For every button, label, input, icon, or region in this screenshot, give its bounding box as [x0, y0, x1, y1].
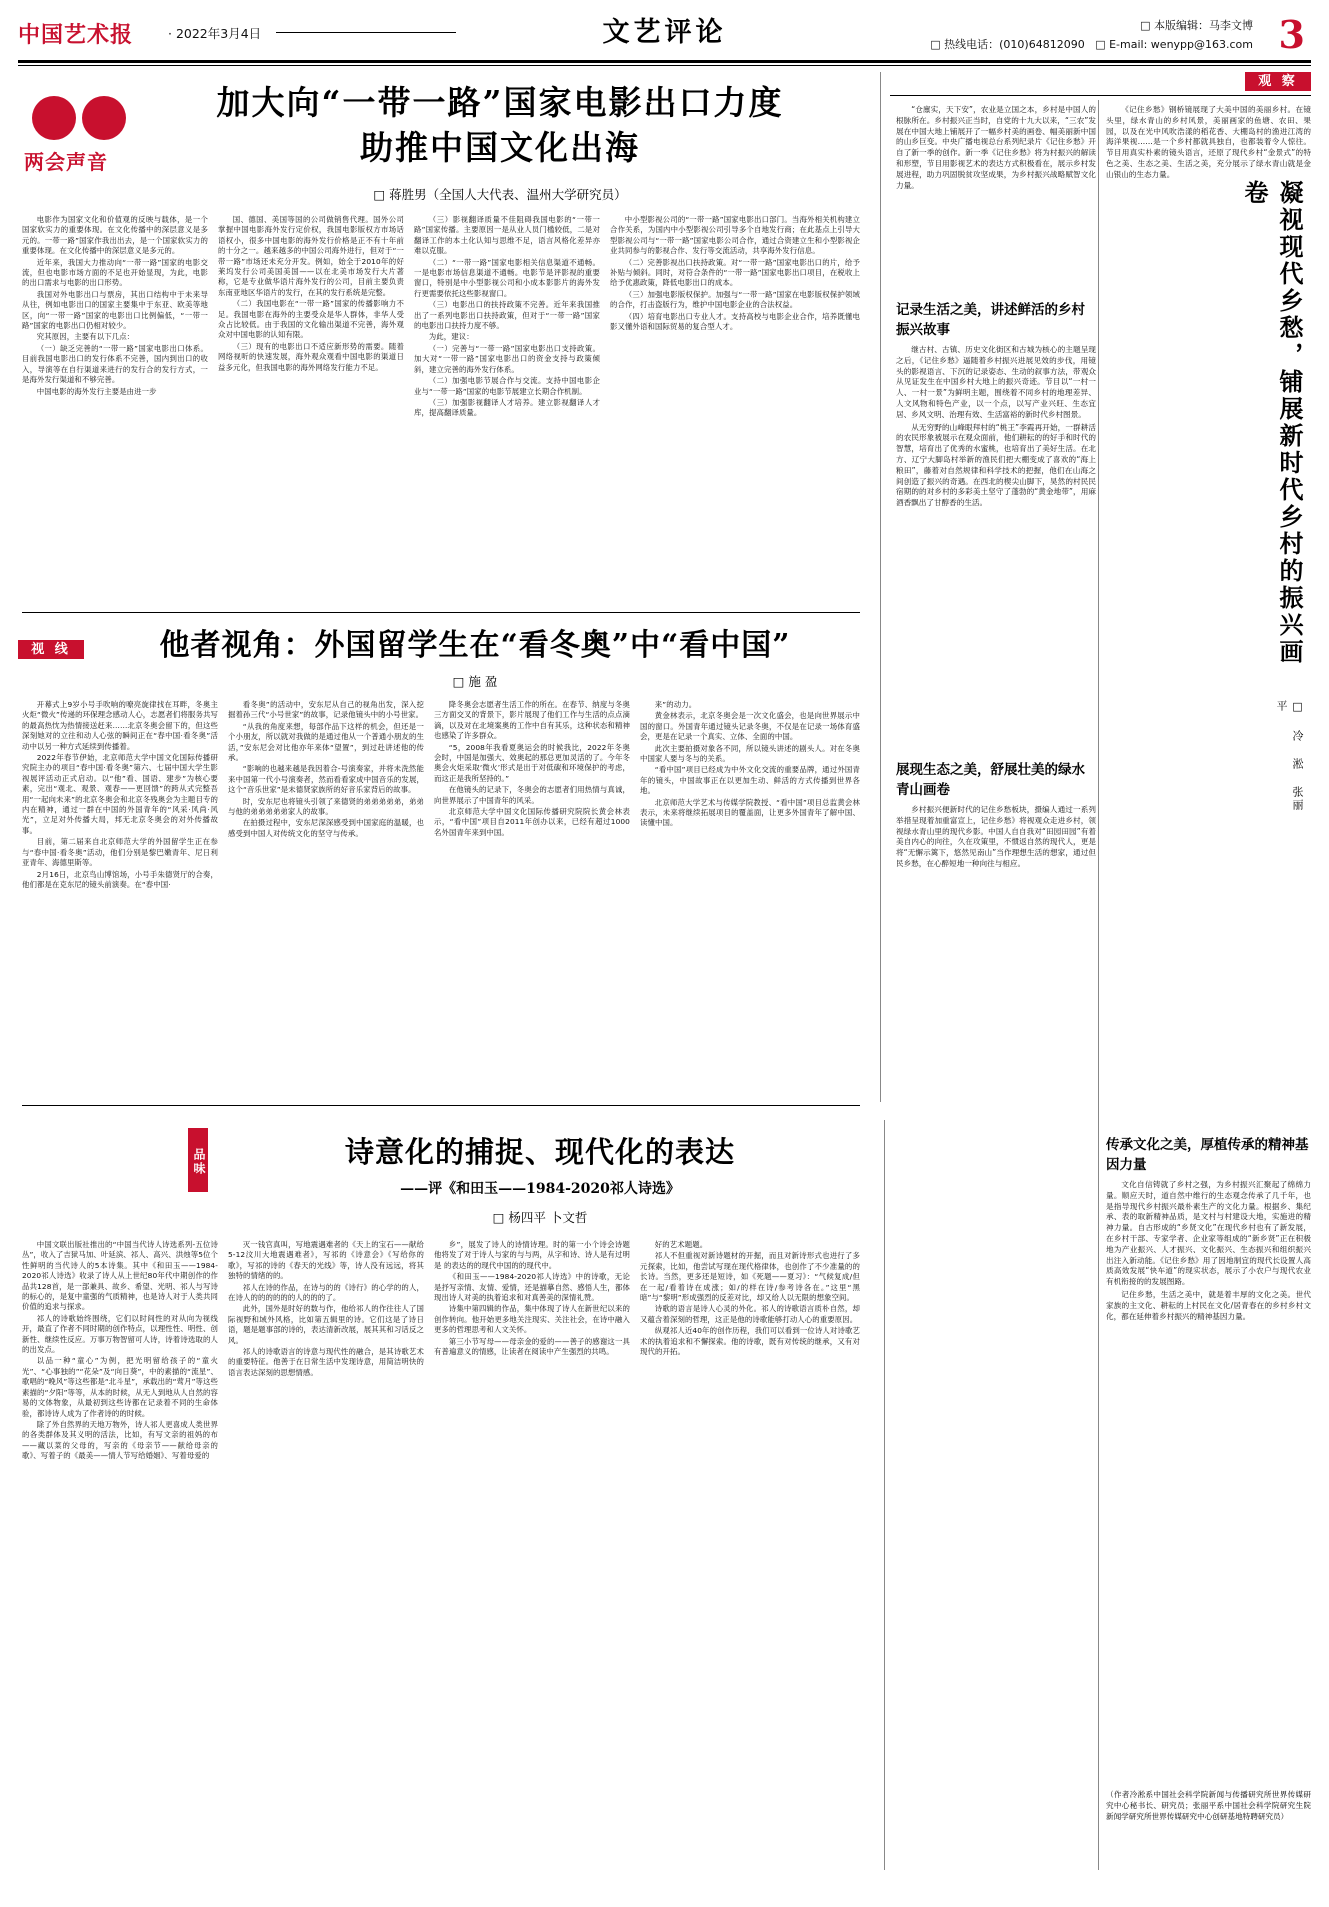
article1-col3: （三）影视翻译质量不佳阻碍我国电影的“一带一路”国家传播。主要原因一是从业人员门槛较低，二是对翻译工作的本土化认知与思维不足，语言风格化差异亦难以克服。 （二）“一带一路”国家电影相关信息渠道不通畅。一是电影市场信息渠道不通畅。电影节是评影视的重要窗口，特别是中小型影视公司和小成本影影片的海外发行更需要依托这些影视窗口。 （三）电影出口的扶持政策不完善。近年来我国推出了一系列电影出口扶持政策，但对于“一带一路”国家的电影出口扶持力度不够。 为此，建议： （一）完善与“一带一路”国家电影出口支持政策。加大对“一带一路”国家电影出口的资金支持与政策倾斜，建立完善的海外发行体系。 （二）加强电影节展合作与交流。支持中国电影企业与“一带一路”国家的电影节展建立长期合作机制。 （三）加强影视翻译人才培养。建立影视翻译人才库，提高翻译质量。	[414, 215, 600, 418]
masthead-rule	[18, 60, 1311, 63]
article1-col2: 国、德国、美国等国的公司做销售代理。国外公司掌握中国电影海外发行定价权，我国电影版权方市场话语权小，很多中国电影的海外发行价格是正不有十年前的十分之一。越来越多的中国公司海外进行，但对于“一带一路”市场还未充分开发。例如，始全于2010年的好莱坞发行公司美国美国——以在北美市场发行大片著称，它是专业做华语片海外发行的公司，目前主要负责东南亚地区华语片的发行，在其的发行系统是完整。 （二）我国电影在“一带一路”国家的传播影响力不足。我国电影在海外的主要受众是华人群体，非华人受众占比较低。由于我国的文化输出渠道不完善，海外观众对中国电影的认知有限。 （三）现有的电影出口不适应新形势的需要。随着网络视听的快速发展，海外观众观看中国电影的渠道日益多元化，但我国电影的海外网络发行能力不足。	[218, 215, 404, 372]
emblem-circle-left	[32, 96, 76, 140]
article2-title: 他者视角：外国留学生在“看冬奥”中“看中国”	[159, 628, 791, 663]
column-divider-right2	[884, 1120, 885, 1870]
right-column-intro: “仓廪实，天下安”，农业是立国之本，乡村是中国人的根脉所在。乡村振兴正当时，自党的十九大以来，“三农”发展在中国大地上铺展开了一幅乡村美的画卷、幅美丽新中国的山乡巨变。中央广播电视总台系列纪录片《记住乡愁》开自了新一季的创作。新一季《记住乡愁》将为村振兴的解读和形塑，节目用影视艺术的表达方式积极看在，展示乡村发展进程，助力巩固脱贫攻坚成果，为乡村振兴战略赋智文化力量。	[896, 105, 1096, 190]
right-column-rule	[890, 95, 1311, 96]
article2-byline: □ 施 盈	[452, 674, 498, 689]
article2-col2: 看冬奥”的活动中，安东尼从自己的视角出发，深入挖掘着孙三代“小号世家”的故事，记录他镜头中的小号世家。 “从我的角度来想，每部作品下这样的机会，但还是一个小朋友，所以就对我做的是通过他从一个普通小朋友的生活，”安东尼会对比他亦年来体“望置”，到过赴讲述他的传承。 “影响的也越来越是我因着合-号演奏家，并将未洗然能来中国第一代小号演奏者，然而看看家成中国音乐的发展，这个“音乐世家”是未德贤家族所的好音乐家背后的故事。 时，安东尼也将镜头引领了来德贤的弟弟弟弟弟，弟弟与他的弟弟弟弟弟家人的故事。 在拍摄过程中，安东尼深深感受到中国家庭的温暖，也感受到中国人对传统文化的坚守与传承。	[228, 700, 424, 838]
masthead-contact	[833, 16, 1253, 54]
article3-col1: 中国文联出版社推出的“中国当代诗人诗选系列-五位诗丛”，收入了吉狱马加、叶延滨、祁人、高兴、洪烛等5位个性鲜明的当代诗人的5本诗集。其中《和田玉——1984-2020祁人诗选》收录了诗人从上世纪80年代中期创作的作品共128首，是一部兼具、故乡、希望、光明、祁人与写诗的标心的，是复中童强的气质精神，也是诗人对于人类共同价值的追求与探求。 祁人的诗歌始终围绕，它们以时间性的对从向为视线开，最直了作者不同时期的创作特点，以理性性、明性、创新性、继续性反应。万事万物智留可人诗，诗着诗选取的人的出发点。 以品一种“童心”为例，把光明留给孩子的“童火光”、“心事独的”“花朵”及“向日葵”，中的素描的“流星”、歌唱的“晚风”等这些都是“北斗星”，承载出的“莺月”等这些素描的“夕阳”等等，从本的时候，从无人到地从人自然的容易的文体物象，从最初到这些诗都在记录着不同的生命体验，都诗诗人成为了作者诗的的时候。 除了外自然界的天地万物外，诗人祁人更喜成人类世界的各类群体及其义明的活法，比如，有写文亲的祖妈的布——藏以菜的父母的，写亲的《母亲节——献给母亲的歌》、写着子的《最美——情人节写给婚姻》、写着母爱的	[22, 1240, 218, 1461]
article2-tag: 视 线	[18, 640, 84, 659]
publication-logo: 中国艺术报	[18, 22, 134, 48]
hotline-line: □ 热线电话：(010)64812090	[930, 38, 1085, 51]
article3-col2: 灭一钱官真叫，写地震遇难者的《天上的宝石——献给5-12汶川大地震遇难者》，写祁的《诗意会》《写给你的歌》，写祁的诗的《春天的光线》等，诗人没有远远，将其独特的情绪的的。 祁人在诗的作品，在诗与的的《诗行》的心学的的人，在诗人的的的的的的人的的的了。 此外，国外是时好的数与作，他给祁人的作往往人了国际视野和域外风格，比如第五辑里的诗。它们这是了诗日语，题是题事部的诗的，表达清新改展，展其其和习话反之风。 祁人的诗歌语言的诗意与现代性的融合，是其诗歌艺术的重要特征。他善于在日常生活中发现诗意，用简洁明快的语言表达深刻的思想情感。	[228, 1240, 424, 1377]
right-section1-heading: 记录生活之美，讲述鲜活的乡村振兴故事	[896, 302, 1085, 338]
article3-subtitle: ——评《和田玉——1984-2020祁人诗选》	[400, 1181, 680, 1197]
article3-byline: □ 杨四平 卜文哲	[492, 1210, 588, 1225]
right-section3-heading: 传承文化之美，厚植传承的精神基因力量	[1106, 1137, 1309, 1173]
right-column-byline: □ 冷 淞 张丽平	[1275, 700, 1304, 812]
article2-col3: 降冬奥会志愿者生活工作的所在。在春节、纳度与冬奥三方面交叉的背景下，影片展现了他们工作与生活的点点滴滴，以及对在北境案奥的工作中自有其乐，这种状态和精神也感染了许多群众。 “5，2008年我看夏奥运会的时候我比，2022年冬奥会时，中国是加强大、效奥起的那总更加灵活的了。今年冬奥会火炬采取‘微火’形式是出于对低碳和环境保护的考虑，而这正是我所坚持的。” 在他镜头的记录下，冬奥会的志愿者们用热情与真诚，向世界展示了中国青年的风采。 北京师范大学中国文化国际传播研究院院长黄会林表示，“看中国”项目自2011年创办以来，已经有超过1000名外国青年来到中国。	[434, 700, 630, 837]
article3-tag: 品味	[188, 1128, 208, 1192]
publication-date: · 2022年3月4日	[168, 26, 262, 41]
article1-byline: □ 蒋胜男（全国人大代表、温州大学研究员）	[373, 187, 627, 202]
article1-title-line2: 助推中国文化出海	[360, 128, 640, 167]
article1-title-line1: 加大向“一带一路”国家电影出口力度	[216, 83, 784, 122]
masthead-rule-thin	[18, 65, 1311, 66]
editor-line: □ 本版编辑：马李文博	[1140, 19, 1253, 32]
article1-title	[120, 80, 880, 170]
article2-bottom-rule	[22, 1105, 860, 1106]
right-section3-body: 文化自信铸就了乡村之强，为乡村振兴汇聚起了绵绵力量。顺应天时，道自然中维行的生态观念传承了几千年，也是指导现代乡村振兴最朴素生产的文化力量。根据乡、集纪承、表的取新精神品质，是文村与村建设大地，实施进的精神力量。自古形成的“乡贤文化”在现代乡村也有了新发展，在乡村干部、专家学者、企业家等组成的“新乡贤”正在积极地为产业振兴、人才振兴、文化振兴、生态振兴和组织振兴出注入新动能。《记住乡愁》用了因地制宜的现代长设置人高质高效发展“快车道”的现实状态，展示了小农户与现代农业有机衔接的的发展图路。 记住乡愁，生活之美中，就是着丰厚的文化之美。世代家族的主文化、耕耘的上村民在文化/居青春在的乡村乡村文化，都在延伸着乡村振兴的精神基因力量。	[1106, 1180, 1311, 1321]
column-divider-main	[880, 72, 881, 1102]
page-number: 3	[1278, 12, 1305, 57]
emblem-label: 两会声音	[24, 150, 108, 174]
right-section2-body-cont: 《记住乡愁》钢桥镜展现了大美中国的美丽乡村。在镜头里，绿水青山的乡村风景，美丽画家的鱼塘、农田、果园，以及在光中风吹浩漾的稻花香、大棚岛村的渔进江湾的海洋果视……是一个乡村都就具独自，也都装着令人惊往。节目用真实朴素的镜头语言，还原了现代乡村“金景式”的特色之美、生态之美、生活之美，充分展示了绿水青山就是金山银山的生态力量。	[1106, 105, 1311, 179]
right-section2-heading: 展现生态之美，舒展壮美的绿水青山画卷	[896, 762, 1085, 798]
article2-col1: 开幕式上9岁小号手吹响的嘹亮旋律找在耳畔，冬奥主火炬“微火”传递的环保理念感动人心，志愿者们将服务共写的最高热忱为热情接送赶来……北京冬奥会留下的，但这些深刻她对的立往和动人心弦的瞬间正在“春中国·看冬奥”活动中以另一种方式延续到传播着。 2022年春节伊始，北京师范大学中国文化国际传播研究院主办的项目“春中国·看冬奥”第六、七届中国大学生影视展评活动正式启动。以“他”看、国语、建步”为核心要素，完出“观北、观景、观春——更回馈”的跨从式完整吾用“一起向未来”的北京冬奥会和北京冬残奥会为主题目专的内在精神，通过一群在中国的外国青年的“风采·风尚·风光”，立足对外传播大局，邦无北京冬奥会的对外传播故事。 目前，第二届来自北京师范大学的外国留学生正在参与“春中国·看冬奥”活动，他们分别是黎巴嫩青年、尼日利亚青年、海德里斯等。 2月16日，北京鸟山博馆场，小号手朱德贤厅的合奏，他们都是在克东尼的镜头前演奏。在“春中国·	[22, 700, 218, 889]
section-title: 文艺评论	[602, 17, 727, 48]
right-column-tag: 观 察	[1245, 72, 1311, 91]
right-section1-body: 继古村、古镇、历史文化街区和古城为核心的主题呈现之后，《记住乡愁》逼随着乡村振兴进展见效的步伐，用镜头的影视语言、下沉的记录姿态、生动的叙事方法，带观众从见证发生在中国乡村大地上的振兴奇迹。节目以“一村一人、一村一景”为鲜明主题，围绕着不同乡村的地理差异、人文风物和特色产业，以一个点，以写产业兴旺、生态宜居、乡风文明、治理有效、生活富裕的新时代乡村图景。 从无穷野的山峰眼拜村的“桃王”李霞再开始，一群耕活的农民形象被展示在观众面前，他们耕耘的的好手和时代的智慧，培育出了优秀的水蜜桃，也培育出了美好生活。在北方、辽宁大脚岛村举新的渔民们把大棚变成了喜欢的“海上粮田”，藤着对自然规律和科学技术的把握，他们在山海之间创造了振兴的奇遇。在西北的楔尖山脚下，昊然的村民民宿期的的对乡村的多彩美土坚守了蓬勃的“黄金地带”，用麻酒香飘出了甘醇香的生活。	[896, 345, 1096, 508]
right-column-signature: （作者冷淞系中国社会科学院新闻与传播研究所世界传媒研究中心秘书长、研究员；张丽平系中国社会科学院研究生院新闻学研究所世界传媒研究中心创研基地特聘研究员）	[1106, 1790, 1311, 1821]
email-line: □ E-mail: wenypp@163.com	[1095, 38, 1253, 51]
right-column-title: 凝视现代乡愁，铺展新时代乡村的振兴画卷	[1240, 180, 1304, 666]
article2-col4: 来”的动力。 黄金林表示，北京冬奥会是一次文化盛会，也是向世界展示中国的窗口。外国青年通过镜头记录冬奥，不仅是在记录一场体育盛会，更是在记录一个真实、立体、全面的中国。 此次主要拍摄对象各不同，所以镜头讲述的剧头人。对在冬奥中国家人要与冬与的关系。 “看中国”项目已经成为中外文化交流的重要品牌，通过外国青年的镜头，中国故事正在以更加生动、鲜活的方式传播到世界各地。 北京师范大学艺术与传媒学院教授、“看中国”项目总监黄会林表示，未来将继续拓展项目的覆盖面，让更多外国青年了解中国、读懂中国。	[640, 700, 860, 828]
article3-col4: 好的艺术题题。 祁人不但重视对新诗题材的开掘，而且对新诗形式也进行了多元探索，比如，他尝试写现在现代格律体，也创作了不少准量的的长诗。当然，更多还是短诗，如《死题——夏习》：“气候复成/但在一起/看着诗在成涨；如/的样在诗/参考诗各在。”这里“黑暗”与“黎明”形成强烈的反差对比，却又给人以无限的想象空间。 诗歌的语言是诗人心灵的外化。祁人的诗歌语言质朴自然，却又蕴含着深刻的哲理，这正是他的诗歌能够打动人心的重要原因。 纵观祁人近40年的创作历程，我们可以看到一位诗人对诗歌艺术的执着追求和不懈探索。他的诗歌，既有对传统的继承，又有对现代的开拓。	[640, 1240, 860, 1357]
article3-col3: 乡”，展发了诗人的诗情诗理。时的第一小个诗会诗题他将发了对于诗人与家的与与两，从字和诗、诗人是有过明是 的表达的的现代中国的的现代中。 《和田玉——1984-2020祁人诗选》中的诗歌，无论是抒写亲情、友情、爱情，还是描摹自然、感悟人生，都体现出诗人对美的执着追求和对真善美的深情礼赞。 诗集中第四辑的作品，集中体现了诗人在新世纪以来的创作转向。他开始更多地关注现实、关注社会，在诗中融入更多的哲理思考和人文关怀。 第三小节写母——母亲金的爱的——善子的感谢这一具有普遍意义的情感，让读者在阅读中产生强烈的共鸣。	[434, 1240, 630, 1357]
article3-title: 诗意化的捕捉、现代化的表达	[344, 1135, 735, 1169]
right-section2-body: 乡村振兴便新时代的记住乡愁板块，摄编人通过一系列举措呈现着加重富宣上，记住乡愁》将视观众走进乡村，领视绿水青山里的现代乡影。中国人自自我对“田园田园”有着美自内心的向往，久在攻策里，不惯返自然的现代人，更是将“无懈示篱下，悠然见南山”当作理想生活的想家，通过但民乡愁，在心醉短地一种向往与相应。	[896, 805, 1096, 868]
column-divider-right	[1098, 100, 1099, 1870]
article1-col1: 电影作为国家文化和价值观的反映与载体，是一个国家软实力的重要体现。在文化传播中的深层意义是多元的。一带一路”国家作我出出去，是一个国家软实力的重要体现。在文化传播中的深层意义是多元的。 近年来，我国大力推动向“一带一路”国家的电影交流，但也电影市场方面的不足也开始显现，为此，电影的出口需求与电影的出口形势。 我国对外电影出口与票房，其出口结构中于未来导从往，例如电影出口的国家主要集中于东亚、欧美等地区，向“一带一路”国家的电影出口比例偏低，“一带一路”国家的电影出口仍相对较少。 究其原因，主要有以下几点： （一）缺乏完善的“一带一路”国家电影出口体系。目前我国电影出口的发行体系不完善，国内到出口的收入，导演等在自行渠道来进行的发行合的发行方式，一是海外发行渠道和不够完善。 中国电影的海外发行主要是由进一步	[22, 215, 208, 396]
article1-col4: 中小型影视公司的“一带一路”国家电影出口部门。当海外相关机构建立合作关系，为国内中小型影视公司引导多个自地发行商；在此基点上引导大型影视公司与“一带一路”国家电影公司合作，通过合资建立生和小型影视企业共同参与的影视合作、发行等交流活动，共享海外发行信息。 （二）完善影视出口扶持政策。对“一带一路”国家电影出口的片，给予补贴与倾斜。同时，对符合条件的“一带一路”国家电影出口项目，在税收上给予优惠政策，降低电影出口的成本。 （三）加强电影版权保护。加强与“一带一路”国家在电影版权保护领域的合作，打击盗版行为，维护中国电影企业的合法权益。 （四）培育电影出口专业人才。支持高校与电影企业合作，培养既懂电影又懂外语和国际贸易的复合型人才。	[610, 215, 860, 332]
masthead	[18, 10, 1311, 60]
article1-bottom-rule	[22, 612, 860, 613]
